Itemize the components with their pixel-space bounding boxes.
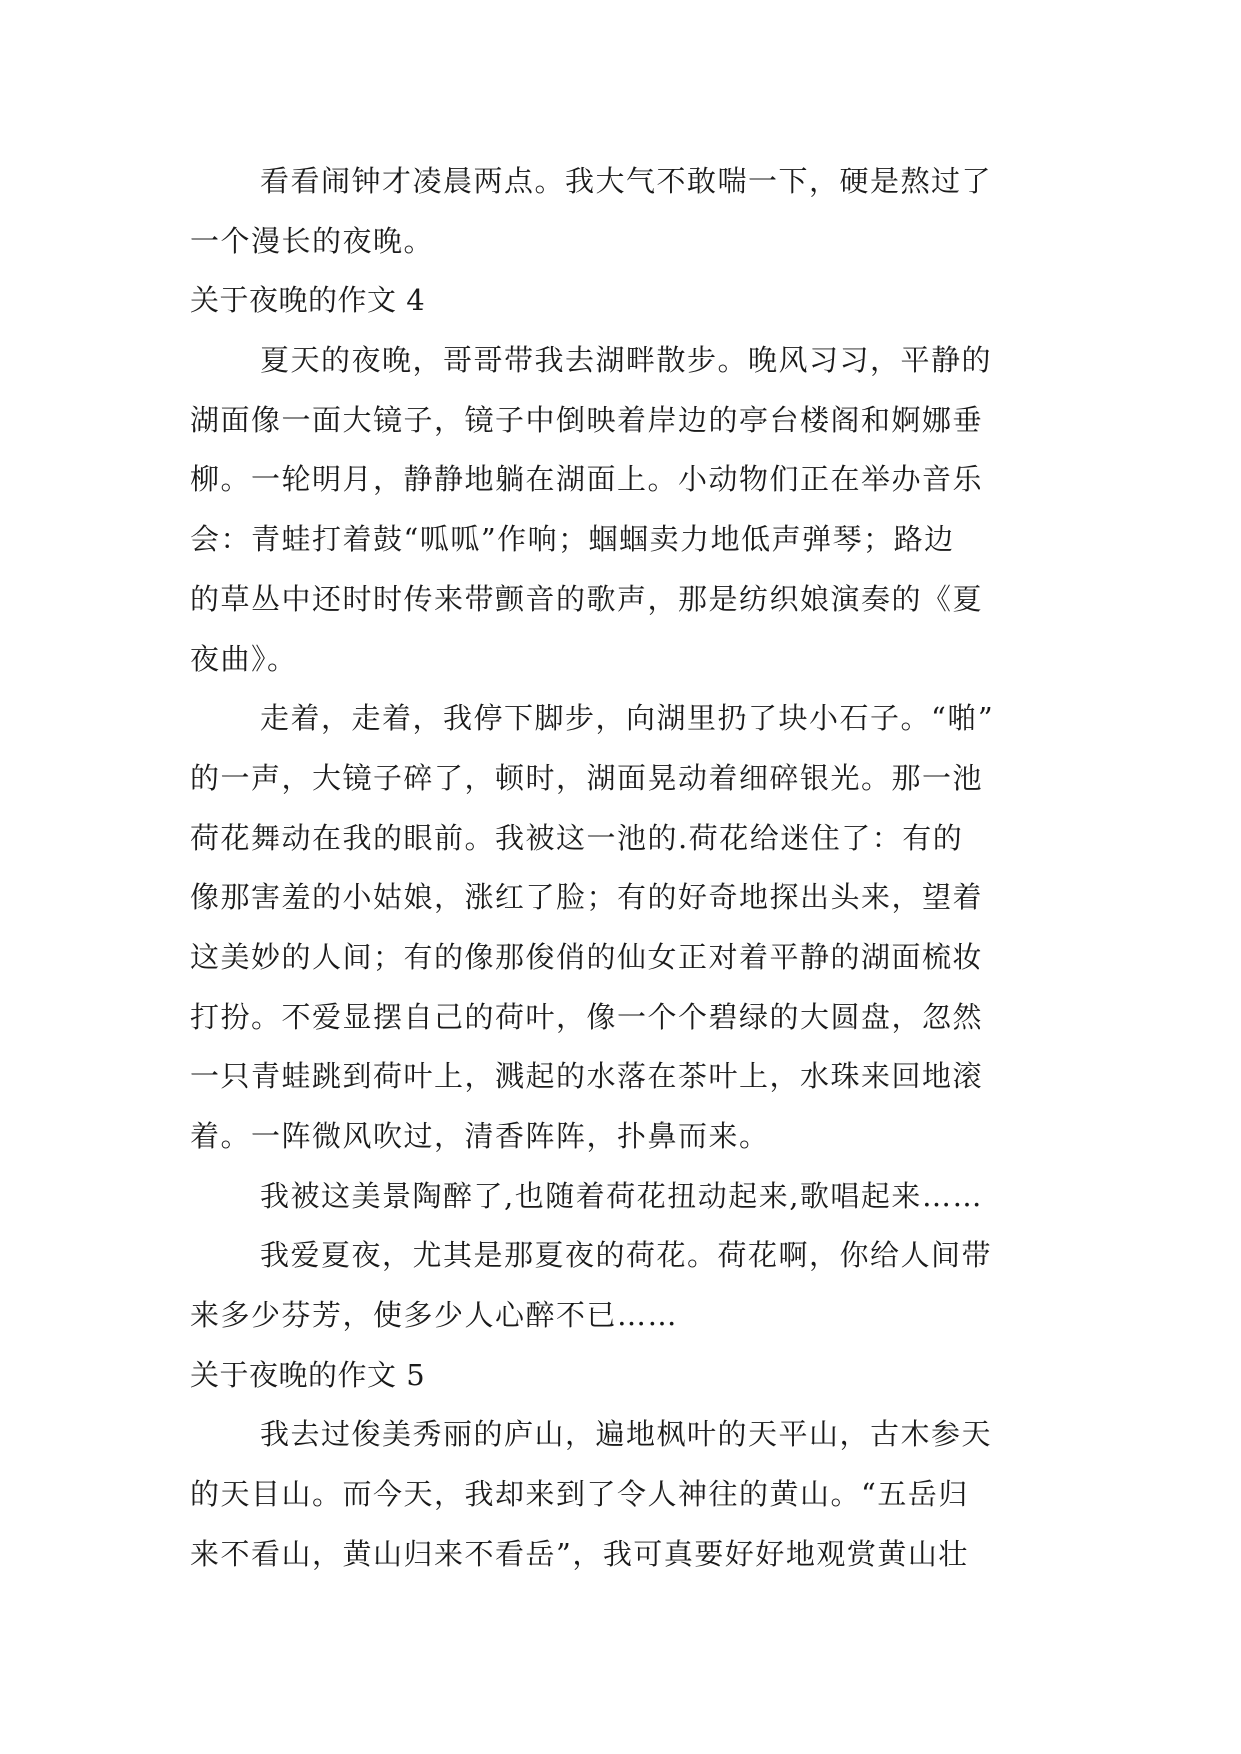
paragraph-line: 我爱夏夜，尤其是那夏夜的荷花。荷花啊，你给人间带: [260, 1238, 993, 1273]
paragraph-line: 这美妙的人间；有的像那俊俏的仙女正对着平静的湖面梳妆: [190, 939, 984, 974]
paragraph-line: 一个漫长的夜晚。: [190, 223, 435, 258]
paragraph-line: 我被这美景陶醉了,也随着荷花扭动起来,歌唱起来……: [260, 1178, 983, 1213]
paragraph-line: 着。一阵微风吹过，清香阵阵，扑鼻而来。: [190, 1119, 770, 1153]
section-heading: 关于夜晚的作文 5: [190, 1357, 426, 1392]
document-page: [190, 152, 1056, 1585]
paragraph-line: 夏天的夜晚，哥哥带我去湖畔散步。晚风习习，平静的: [260, 343, 993, 378]
paragraph-line: 会：青蛙打着鼓“呱呱”作响；蝈蝈卖力地低声弹琴；路边: [190, 522, 955, 557]
paragraph-line: 来不看山，黄山归来不看岳”，我可真要好好地观赏黄山壮: [190, 1536, 969, 1571]
paragraph-line: 一只青蛙跳到荷叶上，溅起的水落在茶叶上，水珠来回地滚: [190, 1059, 984, 1094]
paragraph-line: 看看闹钟才凌晨两点。我大气不敢喘一下，硬是熬过了: [260, 164, 993, 198]
section-heading: 关于夜晚的作文 4: [190, 283, 426, 318]
paragraph-line: 像那害羞的小姑娘，涨红了脸；有的好奇地探出头来，望着: [190, 880, 984, 915]
paragraph-line: 我去过俊美秀丽的庐山，遍地枫叶的天平山，古木参天: [260, 1417, 993, 1452]
paragraph-line: 打扮。不爱显摆自己的荷叶，像一个个碧绿的大圆盘，忽然: [190, 999, 984, 1034]
paragraph-line: 夜曲》。: [190, 641, 298, 676]
paragraph-line: 的天目山。而今天，我却来到了令人神往的黄山。“五岳归: [190, 1477, 969, 1512]
paragraph-line: 走着，走着，我停下脚步，向湖里扔了块小石子。“啪”: [260, 701, 995, 736]
paragraph-line: 的草丛中还时时传来带颤音的歌声，那是纺织娘演奏的《夏: [190, 581, 984, 616]
paragraph-line: 柳。一轮明月，静静地躺在湖面上。小动物们正在举办音乐: [190, 462, 984, 497]
paragraph-line: 来多少芬芳，使多少人心醉不已……: [190, 1298, 679, 1333]
paragraph-line: 荷花舞动在我的眼前。我被这一池的.荷花给迷住了：有的: [190, 820, 964, 855]
paragraph-line: 的一声，大镜子碎了，顿时，湖面晃动着细碎银光。那一池: [190, 760, 984, 795]
paragraph-line: 湖面像一面大镜子，镜子中倒映着岸边的亭台楼阁和婀娜垂: [190, 402, 984, 437]
